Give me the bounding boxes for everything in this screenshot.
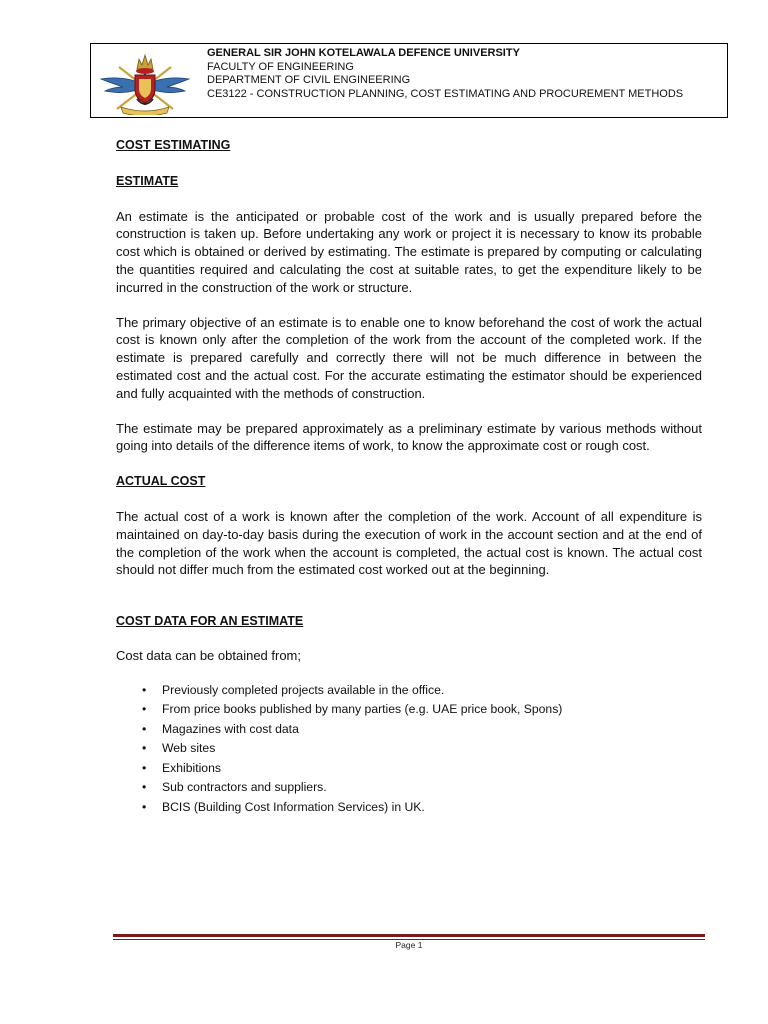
list-item-text: From price books published by many parties (e.g. UAE price book, Spons) bbox=[162, 702, 563, 717]
list-item bbox=[116, 700, 702, 720]
page-number: Page 1 bbox=[395, 940, 423, 950]
cost-data-heading: COST DATA FOR AN ESTIMATE bbox=[116, 614, 304, 629]
faculty-name: FACULTY OF ENGINEERING bbox=[207, 60, 354, 73]
footer-rule-thick bbox=[113, 934, 705, 937]
list-item bbox=[116, 739, 702, 759]
page-title: COST ESTIMATING bbox=[116, 138, 231, 152]
bullet-icon: • bbox=[142, 780, 147, 795]
bullet-icon: • bbox=[142, 682, 147, 697]
bullet-icon: • bbox=[142, 760, 147, 775]
list-item bbox=[116, 798, 702, 818]
list-item bbox=[116, 681, 702, 701]
bullet-icon: • bbox=[142, 741, 147, 756]
university-crest-icon bbox=[99, 47, 191, 115]
bullet-icon: • bbox=[142, 799, 147, 814]
list-item bbox=[116, 759, 702, 779]
document-body bbox=[116, 137, 702, 817]
bullet-icon: • bbox=[142, 702, 147, 717]
department-name: DEPARTMENT OF CIVIL ENGINEERING bbox=[207, 74, 411, 86]
estimate-heading: ESTIMATE bbox=[116, 173, 179, 188]
university-name: GENERAL SIR JOHN KOTELAWALA DEFENCE UNIVERSITY bbox=[207, 47, 520, 59]
list-item-text: Web sites bbox=[162, 741, 216, 756]
list-item-text: Magazines with cost data bbox=[162, 721, 299, 736]
list-item-text: Previously completed projects available in the office. bbox=[162, 682, 445, 697]
bullet-icon: • bbox=[142, 721, 147, 736]
header-text-block bbox=[207, 47, 683, 101]
estimate-paragraph-1: An estimate is the anticipated or probable cost of the work and is usually prepared before the construction is taken up. Before undertaking any work or project it is necessary to know its probable cost which is obtained or derived by estimating. The estimate is prepared by computing or calculating the quantities required and calculating the cost at suitable rates, to get the expenditure likely to be incurred in the construction of the work or structure. bbox=[116, 208, 702, 295]
estimate-paragraph-2: The primary objective of an estimate is to enable one to know beforehand the cost of work the actual cost is known only after the completion of the work from the account of the completed work. If the estimate is prepared carefully and correctly there will not be much difference in between the estimated cost and the actual cost. For the accurate estimating the estimator should be experienced and fully acquainted with the methods of construction. bbox=[116, 314, 702, 401]
list-item-text: BCIS (Building Cost Information Services) in UK. bbox=[162, 799, 425, 814]
actual-cost-paragraph: The actual cost of a work is known after the completion of the work. Account of all expenditure is maintained on day-to-day basis during the execution of work in the account section and at the end of the completion of the work when the account is completed, the actual cost is known. The actual cost should not differ much from the estimated cost worked out at the beginning. bbox=[116, 508, 702, 578]
course-title: CE3122 - CONSTRUCTION PLANNING, COST ESTIMATING AND PROCUREMENT METHODS bbox=[207, 87, 684, 100]
estimate-paragraph-3: The estimate may be prepared approximately as a preliminary estimate by various methods without going into details of the difference items of work, to know the approximate cost or rough cost. bbox=[116, 420, 702, 454]
list-item bbox=[116, 778, 702, 798]
document-header bbox=[90, 43, 728, 118]
list-item bbox=[116, 720, 702, 740]
actual-cost-heading: ACTUAL COST bbox=[116, 474, 206, 489]
cost-data-intro: Cost data can be obtained from; bbox=[116, 647, 302, 663]
cost-data-list bbox=[116, 681, 702, 818]
list-item-text: Sub contractors and suppliers. bbox=[162, 780, 327, 795]
list-item-text: Exhibitions bbox=[162, 760, 221, 775]
